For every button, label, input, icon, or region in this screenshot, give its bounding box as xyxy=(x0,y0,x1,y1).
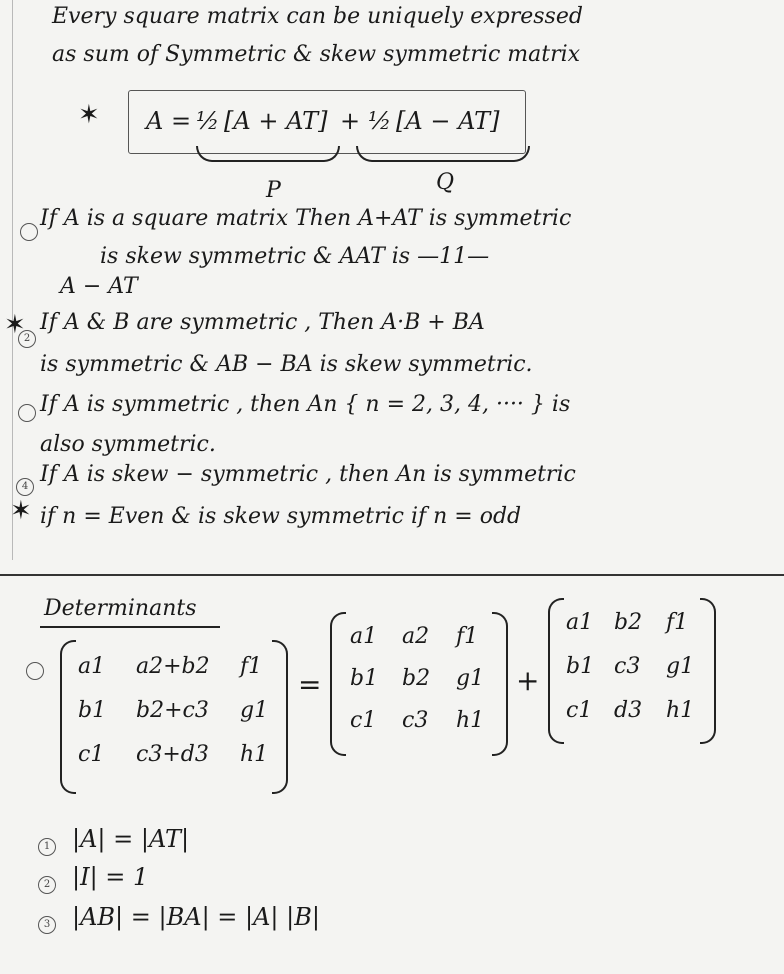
matrix-cell: g1 xyxy=(240,698,269,723)
bullet-circle xyxy=(26,662,44,680)
property-1-line-2: is skew symmetric & AAT is —11— xyxy=(100,244,490,269)
rule-2-text: |I| = 1 xyxy=(72,863,149,891)
heading-underline xyxy=(40,626,220,628)
bullet-circle: 2 xyxy=(18,330,36,348)
matrix-cell: c1 xyxy=(566,698,593,723)
star-mark: ✶ xyxy=(10,496,32,526)
matrix-cell: c3+d3 xyxy=(136,742,209,767)
matrix-cell: a1 xyxy=(78,654,106,679)
margin-line xyxy=(12,0,13,560)
label-p: P xyxy=(266,178,281,203)
matrix-bracket-right xyxy=(700,598,716,744)
rule-number-circle: 3 xyxy=(38,916,56,934)
intro-line-2: as sum of Symmetric & skew symmetric matrix xyxy=(52,42,581,67)
matrix-cell: a2+b2 xyxy=(136,654,210,679)
matrix-cell: c1 xyxy=(78,742,105,767)
rule-3-text: |AB| = |BA| = |A| |B| xyxy=(72,903,320,931)
bullet-circle: 4 xyxy=(16,478,34,496)
property-2-line-2: is symmetric & AB − BA is skew symmetric. xyxy=(40,352,533,377)
matrix-cell: a2 xyxy=(402,624,430,649)
formula-half-1: ½ xyxy=(196,107,220,135)
matrix-bracket-left xyxy=(548,598,564,744)
property-1-line-1: If A is a square matrix Then A+AT is symmetric xyxy=(40,206,572,231)
property-3-line-2: also symmetric. xyxy=(40,432,216,457)
matrix-cell: b2 xyxy=(402,666,431,691)
matrix-cell: d3 xyxy=(614,698,643,723)
section-divider xyxy=(0,574,784,576)
matrix-bracket-right xyxy=(272,640,288,794)
property-4-line-2: if n = Even & is skew symmetric if n = odd xyxy=(40,504,522,529)
determinant-right xyxy=(548,598,716,740)
matrix-cell: b2+c3 xyxy=(136,698,209,723)
matrix-cell: b1 xyxy=(78,698,107,723)
matrix-cell: g1 xyxy=(666,654,695,679)
formula-plus: + xyxy=(340,107,361,135)
determinant-middle xyxy=(330,612,508,752)
matrix-bracket-left xyxy=(60,640,76,794)
property-1-line-3: A − AT xyxy=(60,274,138,299)
property-2-line-1: If A & B are symmetric , Then A·B + BA xyxy=(40,310,485,335)
rule-1-text: |A| = |AT| xyxy=(72,825,190,853)
matrix-cell: b1 xyxy=(350,666,379,691)
formula-lhs: A = xyxy=(146,107,192,135)
matrix-cell: f1 xyxy=(240,654,263,679)
matrix-cell: a1 xyxy=(350,624,378,649)
matrix-cell: c3 xyxy=(614,654,641,679)
matrix-cell: g1 xyxy=(456,666,485,691)
formula-term-2: [A − AT] xyxy=(396,107,500,135)
matrix-cell: a1 xyxy=(566,610,594,635)
formula-half-2: ½ xyxy=(368,107,392,135)
star-mark: ✶ xyxy=(4,310,26,340)
bullet-circle xyxy=(20,223,38,241)
intro-line-1: Every square matrix can be uniquely expressed xyxy=(52,4,583,29)
matrix-bracket-left xyxy=(330,612,346,756)
matrix-cell: c3 xyxy=(402,708,429,733)
matrix-cell: c1 xyxy=(350,708,377,733)
matrix-cell: h1 xyxy=(456,708,485,733)
matrix-cell: h1 xyxy=(240,742,269,767)
matrix-cell: b1 xyxy=(566,654,595,679)
determinants-heading: Determinants xyxy=(44,596,197,621)
matrix-cell: f1 xyxy=(456,624,479,649)
bullet-circle xyxy=(18,404,36,422)
matrix-bracket-right xyxy=(492,612,508,756)
rule-number-circle: 1 xyxy=(38,838,56,856)
formula-term-1: [A + AT] xyxy=(224,107,328,135)
equals-sign: = xyxy=(298,668,322,701)
matrix-cell: f1 xyxy=(666,610,689,635)
star-mark: ✶ xyxy=(78,100,100,130)
matrix-cell: h1 xyxy=(666,698,695,723)
plus-sign: + xyxy=(516,664,540,697)
matrix-cell: b2 xyxy=(614,610,643,635)
brace-p xyxy=(196,146,340,162)
rule-number-circle: 2 xyxy=(38,876,56,894)
determinant-left xyxy=(60,640,288,790)
brace-q xyxy=(356,146,530,162)
property-4-line-1: If A is skew − symmetric , then An is symmetric xyxy=(40,462,576,487)
property-3-line-1: If A is symmetric , then An { n = 2, 3, 4, ···· } is xyxy=(40,392,571,417)
label-q: Q xyxy=(436,170,455,195)
